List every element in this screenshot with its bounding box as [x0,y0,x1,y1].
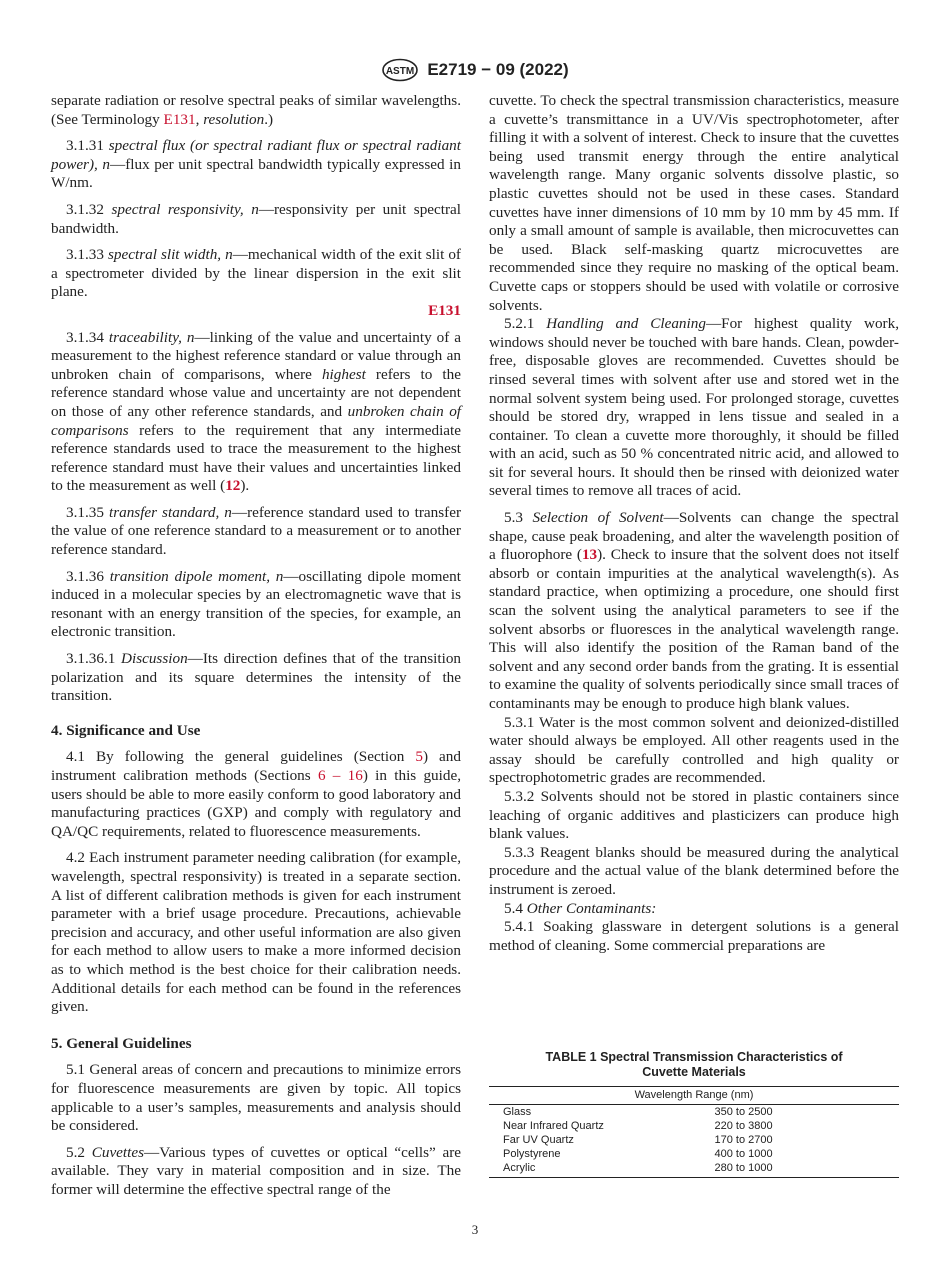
table-1-grid [489,1086,899,1178]
paragraph-5-3-1: 5.3.1 Water is the most common solvent and deionized-distilled water should always be employed. All other reagents used in the assay should be carefully controlled and high quality or spectrophotometric grades are recommended. [489,713,899,787]
ref-link-13[interactable]: 13 [581,546,598,564]
paragraph-5-3-2: 5.3.2 Solvents should not be stored in plastic containers since leaching of organic additives and plasticizers can produce high blank values. [489,787,899,843]
paragraph-5-3-3: 5.3.3 Reagent blanks should be measured during the analytical procedure and the actual value of the blank determined before the instrument is zeroed. [489,843,899,898]
paragraph-5-4-1: 5.4.1 Soaking glassware in detergent solutions is a general method of cleaning. Some commercial preparations are [489,918,899,954]
document-id: E2719 − 09 (2022) [427,60,569,79]
svg-text:ASTM: ASTM [386,66,415,77]
ref-link-12[interactable]: 12 [225,477,241,495]
table-row: Glass 350 to 2500 [503,1106,773,1118]
paragraph-4-2: 4.2 Each instrument parameter needing calibration (for example, wavelength, spectral responsivity) is treated in a separate section. A list of different calibration methods is given for each instrument parameter with a brief usage procedure. Precautions, achievable precision and accuracy, and other useful information are also given for each method to allow users to make a more informed decision as to which method is the best choice for their calibration needs. Additional details for each method can be found in the references given. [51,849,461,1016]
paragraph-3-1-36: 3.1.36 transition dipole moment, n—oscillating dipole moment induced in a molecular species by an electromagnetic wave that is resonant with an energy transition of the species, for example, an electronic transition. [51,567,461,641]
ref-link-e131-2[interactable]: E131 [428,301,461,319]
paragraph-5-1: 5.1 General areas of concern and precautions to minimize errors for fluorescence measurements are given by topic. All topics applicable to a user’s samples, measurements and analysis should be considered. [51,1061,461,1135]
paragraph-3-1-33: 3.1.33 spectral slit width, n—mechanical width of the exit slit of a spectrometer divided by the linear dispersion in the exit slit plane. E131 [51,246,461,319]
paragraph-3-1-36-1: 3.1.36.1 Discussion—Its direction defines that of the transition polarization and its square determines the intensity of the transition. [51,650,462,705]
paragraph-5-2: 5.2 Cuvettes—Various types of cuvettes or optical “cells” are available. They vary in material composition and in size. The former will determine the effective spectral range of the [51,1143,462,1198]
paragraph-3-1-35: 3.1.35 transfer standard, n—reference standard used to transfer the value of one reference standard to a measurement or to another reference standard. [51,503,462,559]
paragraph-5-4: 5.4 Other Contaminants: [504,899,657,917]
ref-link-e131[interactable]: E131 [163,110,196,128]
left-column [51,92,461,1207]
paragraph-3-1-30-cont: separate radiation or resolve spectral peaks of similar wavelengths. (See Terminology E131, resolution.) [51,92,461,128]
page-header [0,58,950,87]
ref-link-section-5[interactable]: 5 [415,748,423,766]
ref-link-sections-6-16[interactable]: 6 – 16 [317,767,363,784]
paragraph-4-1: 4.1 By following the general guidelines (Section 5) and instrument calibration methods (Sections 6 – 16) in this guide, users should be able to more easily conform to good laboratory and manufacturing practices (GXP) and comply with regulatory and QA/QC requirements, related to fluorescence measurements. [51,748,462,840]
page-number: 3 [471,1222,479,1237]
table-row: Far UV Quartz 170 to 2700 [503,1134,773,1146]
paragraph-5-2-cont: cuvette. To check the spectral transmission characteristics, measure a cuvette’s transmittance in a UV/Vis spectrophotometer, after filling it with a solvent of interest. Check to insure that the cuvettes being used transmit energy through the entire analytical wavelength range. Many organic solvents dissolve plastic, so plastic cuvettes should not be used in these cases. Standard cuvettes have inner dimensions of 10 mm by 10 mm by 45 mm. If only a small amount of sample is available, then microcuvettes can be used. Black self-masking quartz microcuvettes are recommended since they require no masking of the optical beam. Cuvette caps or stoppers should be used with volatile or corrosive solvents. [489,92,899,314]
paragraph-3-1-34: 3.1.34 traceability, n—linking of the value and uncertainty of a measurement to the highest reference standard or value through an unbroken chain of comparisons, where highest refers to the reference standard whose value and uncertainty are not dependent on those of any other reference standards, and unbroken chain of comparisons refers to the requirement that any intermediate reference standards used to trace the measurement to the highest reference standard must have their values and uncertainties linked to the measurement as well (12). [51,328,462,495]
section-4-heading: 4. Significance and Use [51,721,201,739]
table-header: Wavelength Range (nm) [489,1087,899,1105]
table-row: Polystyrene 400 to 1000 [503,1148,773,1160]
astm-logo-icon [381,58,419,82]
table-1 [489,1050,899,1178]
table-title: TABLE 1 Spectral Transmission Characteristics of Cuvette Materials [545,1050,843,1079]
section-5-heading: 5. General Guidelines [51,1034,192,1052]
paragraph-5-2-1: 5.2.1 Handling and Cleaning—For highest quality work, windows should never be touched with bare hands. Clean, powder-free, disposable gloves are recommended. Cuvettes should be rinsed several times with solvent after use and stored wet in the normal solvent system being used. For prolonged storage, cuvettes should be stored dry, wrapped in lens tissue and sealed in a container. To clean a cuvette more thoroughly, it should be filled with an acid, such as 50 % concentrated nitric acid, and allowed to sit for several hours. It should then be rinsed with deionized water several times to remove all traces of acid. [489,315,899,500]
table-row: Near Infrared Quartz 220 to 3800 [503,1120,773,1132]
paragraph-3-1-31: 3.1.31 spectral flux (or spectral radiant flux or spectral radiant power), n—flux per unit spectral bandwidth typically expressed in W/nm. [51,137,461,192]
table-row: Acrylic 280 to 1000 [489,1161,899,1178]
paragraph-3-1-32: 3.1.32 spectral responsivity, n—responsivity per unit spectral bandwidth. [51,200,462,237]
paragraph-5-3: 5.3 Selection of Solvent—Solvents can change the spectral shape, cause peak broadening, and alter the wavelength position of a fluorophore (13). Check to insure that the solvent does not itself absorb or contain impurities at the analytical wavelength(s). As standard practice, when optimizing a procedure, one should first scan the solvent using the analytical parameters to see if the solvent absorbs or fluoresces in the analytical wavelength range. This will also identify the position of the Raman band of the solvent and any second order bands from the grating. It is essential to examine the quality of solvents periodically since small traces of contaminants may be enough to produce high blank values. [489,509,899,712]
right-column [489,92,899,955]
